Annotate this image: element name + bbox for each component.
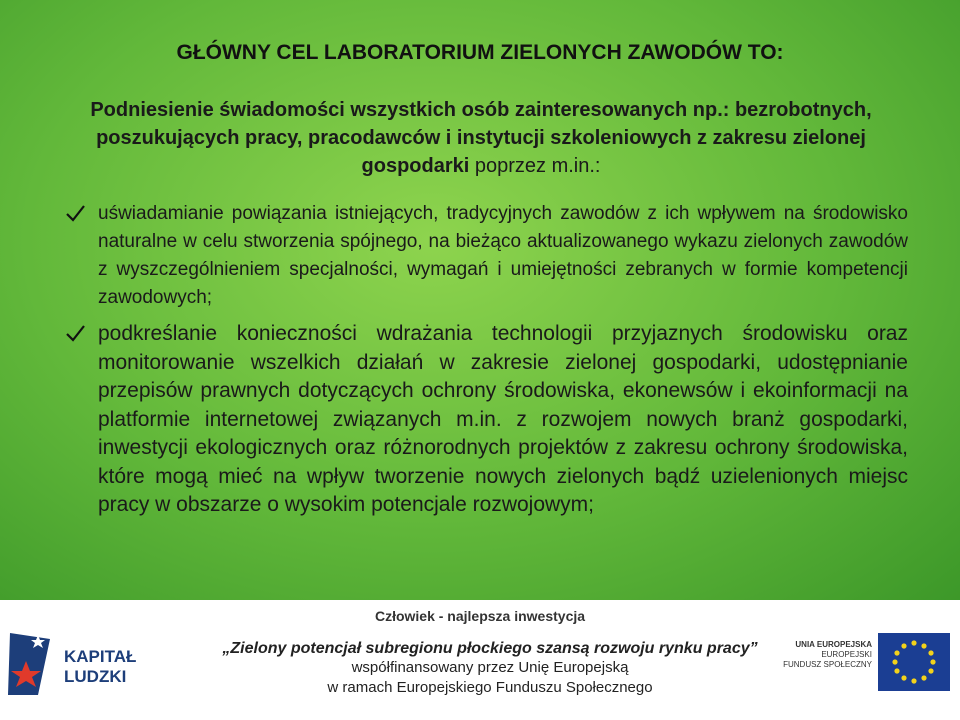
- intro-bold: Podniesienie świadomości wszystkich osób zainteresowanych np.: bezrobotnych, poszukujących pracy, pracodawców i instytucji szkoleniowych z zakresu zielonej gospodarki: [90, 99, 872, 177]
- logo-left-text: KAPITAŁ LUDZKI: [64, 647, 137, 686]
- fund-line: w ramach Europejskiego Funduszu Społecznego: [327, 679, 653, 696]
- check-icon: [64, 322, 86, 344]
- eu-line-1: UNIA EUROPEJSKA: [795, 640, 872, 649]
- page-title: GŁÓWNY CEL LABORATORIUM ZIELONYCH ZAWODÓW TO:: [176, 41, 784, 64]
- intro-rest: poprzez m.in.:: [469, 155, 601, 177]
- kapital-ludzki-logo: [8, 625, 188, 700]
- kapital-ludzki-icon: [8, 625, 58, 697]
- bullet-text: uświadamianie powiązania istniejących, tradycyjnych zawodów z ich wpływem na środowisko naturalne w celu stworzenia spójnego, na bieżąco aktualizowanego wykazu zielonych zawodów z wyszczególnieniem specjalności, wymagań i umiejętności zebranych w formie kompetencji zawodowych;: [98, 203, 908, 308]
- intro-paragraph: [60, 96, 902, 180]
- eu-label: [762, 640, 872, 670]
- bullet-text: podkreślanie konieczności wdrażania technologii przyjaznych środowisku oraz monitorowanie wszelkich działań w zakresie zielonej gospodarki, udostępnianie przepisów prawnych dotyczących ochrony środowiska, ekonewsów i ekoinformacji na platformie internetowej związanych m.in. z rozwojem nowych branż gospodarki, inwestycji ekologicznych oraz różnorodnych projektów z zakresu ochrony środowiska, które mogą mieć na wpływ tworzenie nowych zielonych bądź uzielenionych miejsc pracy w obszarze o wysokim potencjale rozwojowym;: [98, 322, 908, 516]
- cofinanced-line: współfinansowany przez Unię Europejską: [351, 659, 629, 676]
- project-title: „Zielony potencjał subregionu płockiego szansą rozwoju rynku pracy”: [222, 640, 758, 657]
- bullet-list: [60, 200, 908, 528]
- check-icon: [64, 202, 86, 224]
- project-info: [220, 640, 760, 698]
- eu-line-2: EUROPEJSKI: [821, 650, 872, 659]
- list-item: [60, 320, 908, 520]
- eu-line-3: FUNDUSZ SPOŁECZNY: [783, 660, 872, 669]
- list-item: [60, 200, 908, 312]
- footer-motto: Człowiek - najlepsza inwestycja: [374, 608, 586, 624]
- eu-flag: [878, 633, 950, 691]
